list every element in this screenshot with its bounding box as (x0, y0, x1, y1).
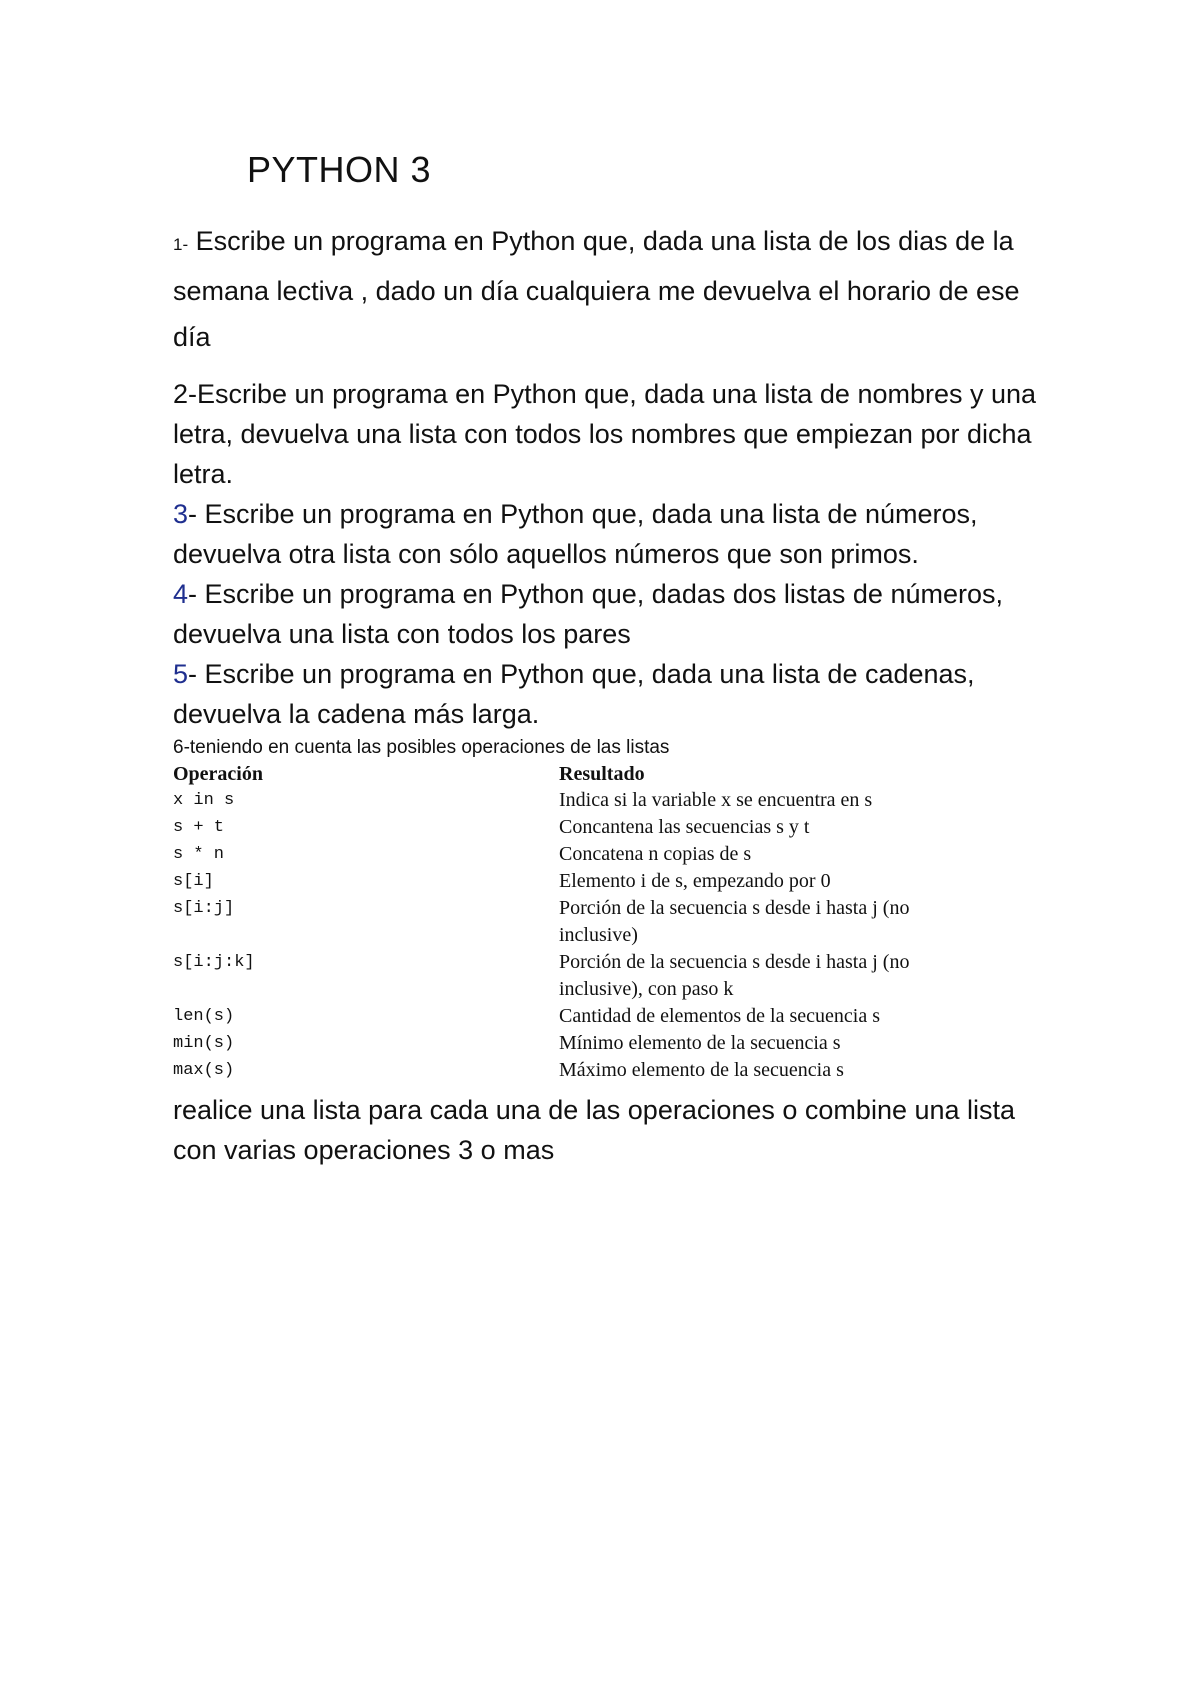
exercise-4 (173, 574, 1053, 654)
result-cell: Concantena las secuencias s y t (559, 816, 810, 838)
result-cell: Mínimo elemento de la secuencia s (559, 1032, 841, 1054)
table-row (173, 1003, 933, 1030)
operation-cell: s + t (173, 818, 225, 837)
operation-cell: max(s) (173, 1061, 235, 1080)
result-cell: Máximo elemento de la secuencia s (559, 1059, 844, 1081)
table-header-row (173, 762, 933, 787)
table-row (173, 841, 933, 868)
operation-cell: s[i:j:k] (173, 953, 255, 972)
exercise-1-number: 1- (173, 235, 189, 254)
operations-table (173, 762, 933, 1084)
exercise-1 (173, 218, 1053, 360)
result-cell: Indica si la variable x se encuentra en s (559, 789, 873, 811)
exercise-list (173, 218, 1053, 1170)
exercise-4-text: - Escribe un programa en Python que, dadas dos listas de números, devuelva una lista con todos los pares (173, 579, 1003, 649)
header-operation: Operación (173, 763, 263, 785)
document-title: PYTHON 3 (247, 149, 432, 190)
exercise-3-text: - Escribe un programa en Python que, dada una lista de números, devuelva otra lista con sólo aquellos números que son primos. (173, 499, 978, 569)
closing-instruction: realice una lista para cada una de las operaciones o combine una lista con varias operaciones 3 o mas (173, 1095, 1016, 1165)
operation-cell: s * n (173, 845, 225, 864)
table-row (173, 895, 933, 949)
table-row (173, 949, 933, 1003)
header-result: Resultado (559, 763, 645, 785)
operation-cell: min(s) (173, 1034, 235, 1053)
table-row (173, 1030, 933, 1057)
operation-cell: s[i] (173, 872, 214, 891)
operation-cell: x in s (173, 791, 235, 810)
exercise-1-text: Escribe un programa en Python que, dada una lista de los dias de la semana lectiva , dado un día cualquiera me devuelva el horario de ese día (173, 226, 1020, 352)
operation-cell: len(s) (173, 1007, 235, 1026)
exercise-3 (173, 494, 1053, 574)
table-row (173, 787, 933, 814)
result-cell: Porción de la secuencia s desde i hasta j (no inclusive) (559, 897, 910, 946)
exercise-2: 2-Escribe un programa en Python que, dada una lista de nombres y una letra, devuelva una lista con todos los nombres que empiezan por dicha letra. (173, 379, 1037, 489)
operation-cell: s[i:j] (173, 899, 235, 918)
exercise-4-number: 4 (173, 579, 189, 609)
exercise-5 (173, 654, 1053, 734)
table-row (173, 814, 933, 841)
exercise-5-text: - Escribe un programa en Python que, dada una lista de cadenas, devuelva la cadena más larga. (173, 659, 975, 729)
result-cell: Cantidad de elementos de la secuencia s (559, 1005, 880, 1027)
result-cell: Concatena n copias de s (559, 843, 752, 865)
result-cell: Porción de la secuencia s desde i hasta j (no inclusive), con paso k (559, 951, 910, 1000)
exercise-3-number: 3 (173, 499, 189, 529)
table-row (173, 1057, 933, 1084)
exercise-5-number: 5 (173, 659, 189, 689)
result-cell: Elemento i de s, empezando por 0 (559, 870, 831, 892)
table-row (173, 868, 933, 895)
exercise-6: 6-teniendo en cuenta las posibles operaciones de las listas (173, 737, 670, 758)
